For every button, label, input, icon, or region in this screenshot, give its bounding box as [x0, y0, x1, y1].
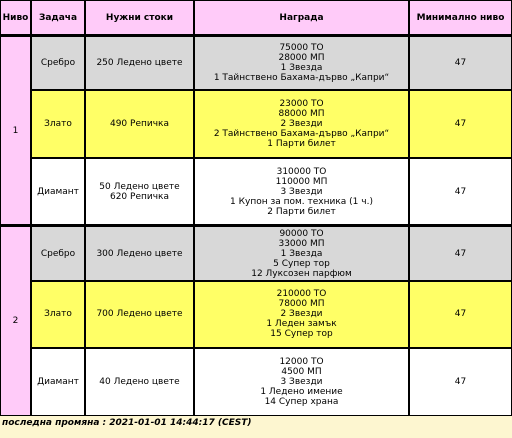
reward-line: 1 Тайнствено Бахама-дърво „Капри“ — [213, 73, 390, 84]
task-cell: Сребро — [31, 35, 85, 90]
reward-line: 1 Леден замък — [266, 319, 337, 330]
header-level: Ниво — [0, 0, 31, 35]
reward-line: 2 Тайнствено Бахама-дърво „Капри“ — [213, 129, 390, 139]
reward-line: 90000 ТО — [279, 228, 324, 239]
min-level-cell: 47 — [409, 225, 512, 280]
reward-line: 15 Супер тор — [270, 329, 333, 340]
reward-line: 2 Парти билет — [267, 206, 336, 217]
reward-line: 110000 МП — [275, 176, 328, 187]
reward-line: 1 Звезда — [280, 248, 323, 259]
reward-line: 1 Звезда — [280, 63, 323, 74]
task-cell: Злато — [31, 90, 85, 158]
reward-line: 23000 ТО — [279, 99, 324, 109]
goods-line: 300 Ледено цвете — [96, 248, 183, 259]
table-row — [0, 281, 512, 349]
reward-cell — [194, 35, 409, 90]
reward-line: 12000 ТО — [279, 357, 324, 368]
table-body — [0, 35, 512, 416]
header-reward: Награда — [194, 0, 409, 35]
goods-line: 490 Репичка — [109, 119, 169, 129]
reward-line: 3 Звезди — [280, 186, 323, 197]
reward-line: 4500 МП — [281, 367, 322, 378]
goods-line: 40 Ледено цвете — [99, 377, 180, 388]
goods-cell — [85, 158, 194, 226]
reward-line: 33000 МП — [278, 238, 325, 249]
goods-cell — [85, 35, 194, 90]
reward-cell — [194, 281, 409, 349]
reward-line: 14 Супер храна — [264, 397, 339, 408]
task-cell: Сребро — [31, 225, 85, 280]
reward-cell — [194, 158, 409, 226]
reward-line: 5 Супер тор — [273, 258, 330, 269]
goods-cell — [85, 348, 194, 416]
goods-line: 50 Ледено цвете — [99, 181, 180, 192]
table-row — [0, 348, 512, 416]
reward-cell — [194, 90, 409, 158]
min-level-cell: 47 — [409, 348, 512, 416]
goods-cell — [85, 281, 194, 349]
min-level-cell: 47 — [409, 35, 512, 90]
header-min-level: Минимално ниво — [409, 0, 512, 35]
reward-cell — [194, 348, 409, 416]
goods-line: 700 Ледено цвете — [96, 309, 183, 320]
reward-line: 1 Ледено имение — [260, 387, 343, 398]
reward-line: 28000 МП — [278, 53, 325, 64]
level-cell: 1 — [0, 35, 31, 225]
reward-line: 88000 МП — [278, 109, 325, 119]
reward-line: 78000 МП — [278, 299, 325, 310]
goods-cell — [85, 225, 194, 280]
goods-line: 250 Ледено цвете — [96, 58, 183, 69]
goods-cell — [85, 90, 194, 158]
goods-line: 620 Репичка — [109, 191, 169, 202]
task-cell: Диамант — [31, 158, 85, 226]
table-row — [0, 158, 512, 226]
reward-line: 210000 ТО — [276, 289, 327, 300]
min-level-cell: 47 — [409, 281, 512, 349]
reward-cell — [194, 225, 409, 280]
table-row — [0, 90, 512, 158]
level-cell: 2 — [0, 225, 31, 416]
reward-line: 12 Луксозен парфюм — [251, 268, 352, 279]
reward-line: 310000 ТО — [276, 166, 327, 177]
reward-line: 75000 ТО — [279, 43, 324, 54]
task-cell: Злато — [31, 281, 85, 349]
reward-line: 2 Звезди — [280, 309, 323, 320]
min-level-cell: 47 — [409, 90, 512, 158]
reward-line: 1 Парти билет — [267, 139, 336, 149]
min-level-cell: 47 — [409, 158, 512, 226]
reward-line: 2 Звезди — [280, 119, 323, 129]
header-row — [0, 0, 512, 35]
reward-line: 1 Купон за пом. техника (1 ч.) — [230, 196, 373, 207]
table-row — [0, 225, 512, 280]
header-goods: Нужни стоки — [85, 0, 194, 35]
last-modified-footer: последна промяна : 2021-01-01 14:44:17 (CEST) — [2, 418, 252, 428]
task-cell: Диамант — [31, 348, 85, 416]
header-task: Задача — [31, 0, 85, 35]
reward-line: 3 Звезди — [280, 377, 323, 388]
table-row — [0, 35, 512, 90]
